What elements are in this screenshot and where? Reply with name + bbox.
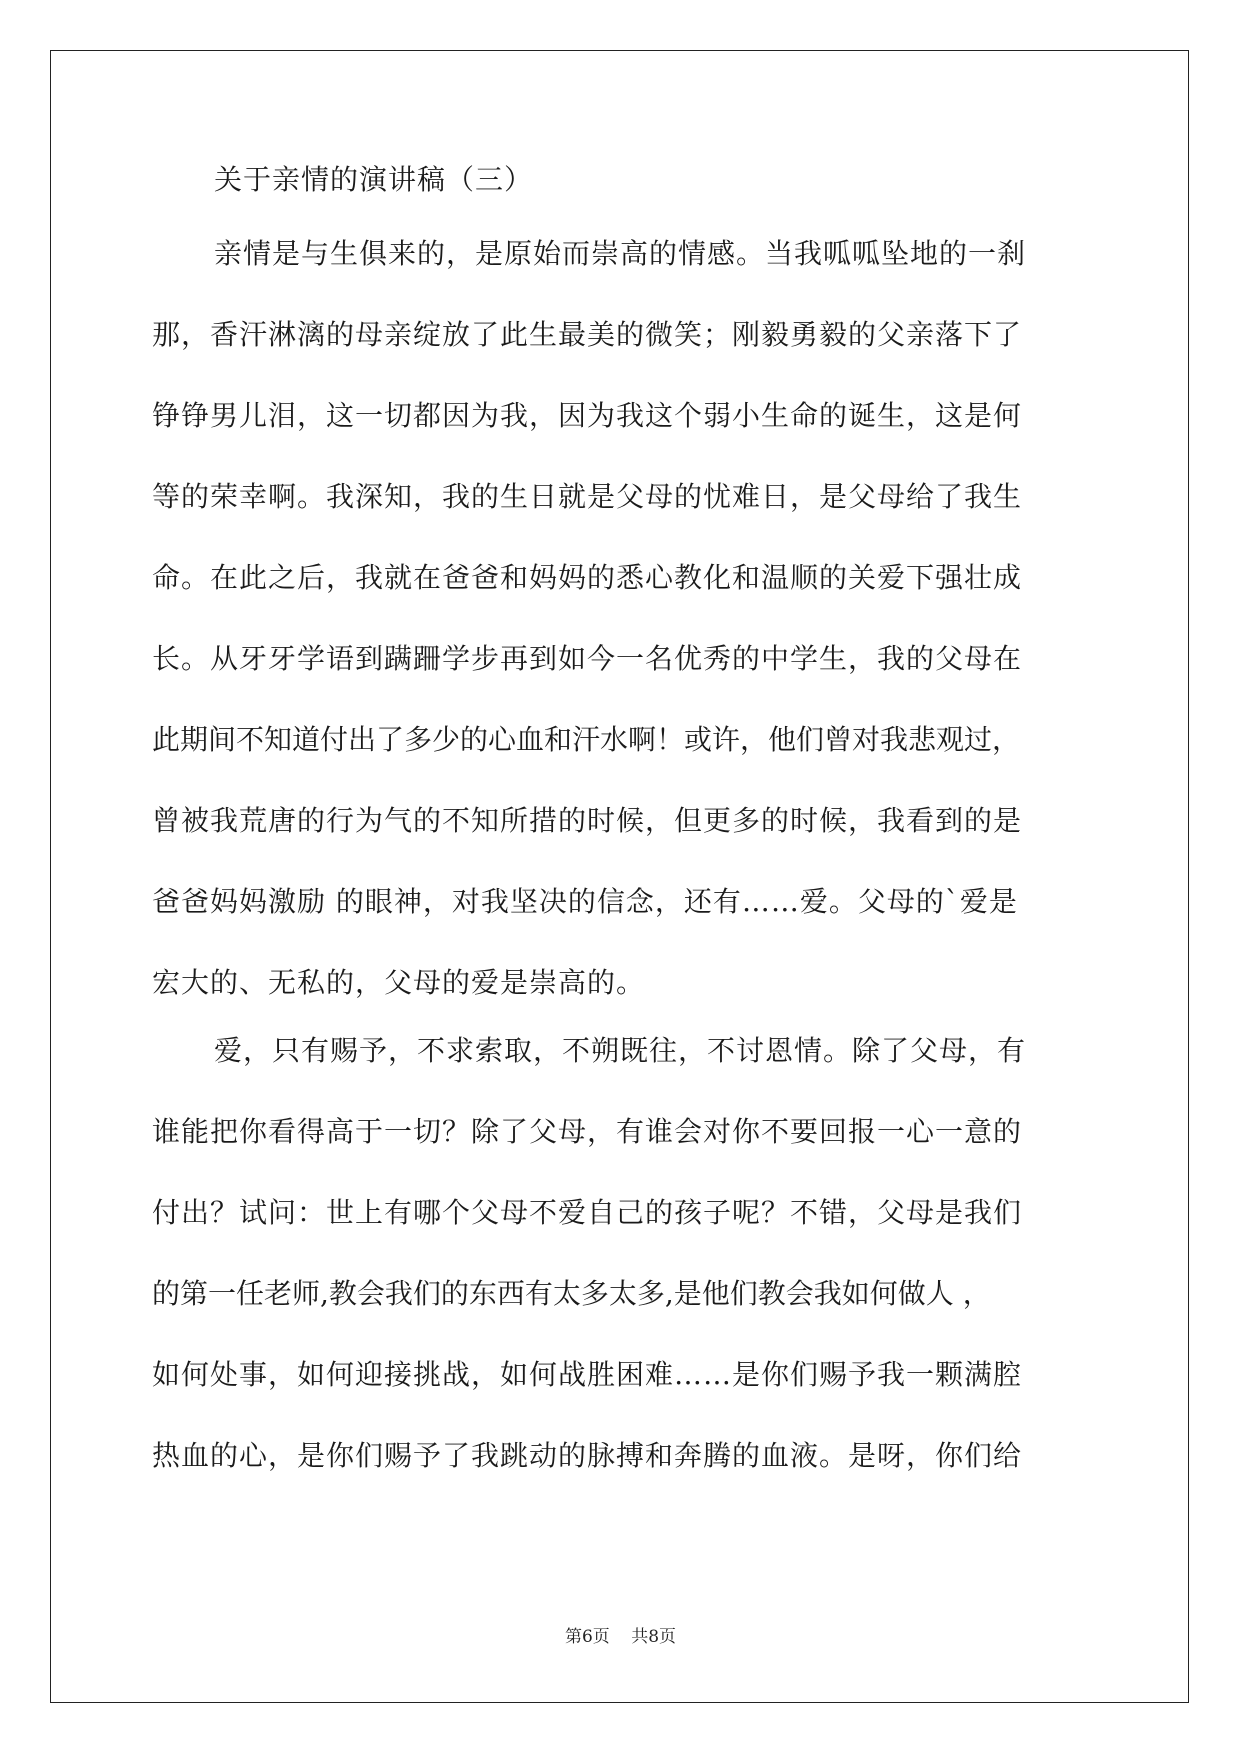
text-line: 曾被我荒唐的行为气的不知所措的时候，但更多的时候，我看到的是 (152, 804, 1023, 837)
text-line: 爸爸妈妈激励 的眼神，对我坚决的信念，还有……爱。父母的`爱是 (152, 885, 1018, 918)
document-title: 关于亲情的演讲稿（三） (214, 163, 534, 196)
text-line: 付出？试问：世上有哪个父母不爱自己的孩子呢？不错，父母是我们 (152, 1196, 1023, 1229)
document-body (152, 162, 1090, 1506)
text-line: 长。从牙牙学语到蹒跚学步再到如今一名优秀的中学生，我的父母在 (152, 642, 1023, 675)
text-line: 那，香汗淋漓的母亲绽放了此生最美的微笑；刚毅勇毅的父亲落下了 (152, 318, 1023, 351)
paragraph-2 (152, 1033, 1090, 1474)
paragraph-1 (152, 236, 1090, 1001)
page-footer (0, 1622, 1241, 1647)
text-line: 亲情是与生俱来的，是原始而崇高的情感。当我呱呱坠地的一刹 (214, 237, 1027, 270)
current-page-number: 第6页 (564, 1627, 610, 1647)
text-line: 此期间不知道付出了多少的心血和汗水啊！或许，他们曾对我悲观过， (152, 723, 1021, 756)
total-pages: 共8页 (631, 1627, 677, 1647)
text-line: 爱，只有赐予，不求索取，不朔既往，不讨恩情。除了父母，有 (214, 1034, 1027, 1067)
text-line: 等的荣幸啊。我深知，我的生日就是父母的忧难日，是父母给了我生 (152, 480, 1023, 513)
text-line: 命。在此之后，我就在爸爸和妈妈的悉心教化和温顺的关爱下强壮成 (152, 561, 1023, 594)
text-line: 热血的心，是你们赐予了我跳动的脉搏和奔腾的血液。是呀，你们给 (152, 1439, 1023, 1472)
text-line: 如何处事，如何迎接挑战，如何战胜困难……是你们赐予我一颗满腔 (152, 1358, 1023, 1391)
text-line: 铮铮男儿泪，这一切都因为我，因为我这个弱小生命的诞生，这是何 (152, 399, 1023, 432)
text-line: 谁能把你看得高于一切？除了父母，有谁会对你不要回报一心一意的 (152, 1115, 1023, 1148)
text-line: 的第一任老师,教会我们的东西有太多太多,是他们教会我如何做人 ， (152, 1277, 991, 1310)
text-line: 宏大的、无私的，父母的爱是崇高的。 (152, 966, 646, 999)
